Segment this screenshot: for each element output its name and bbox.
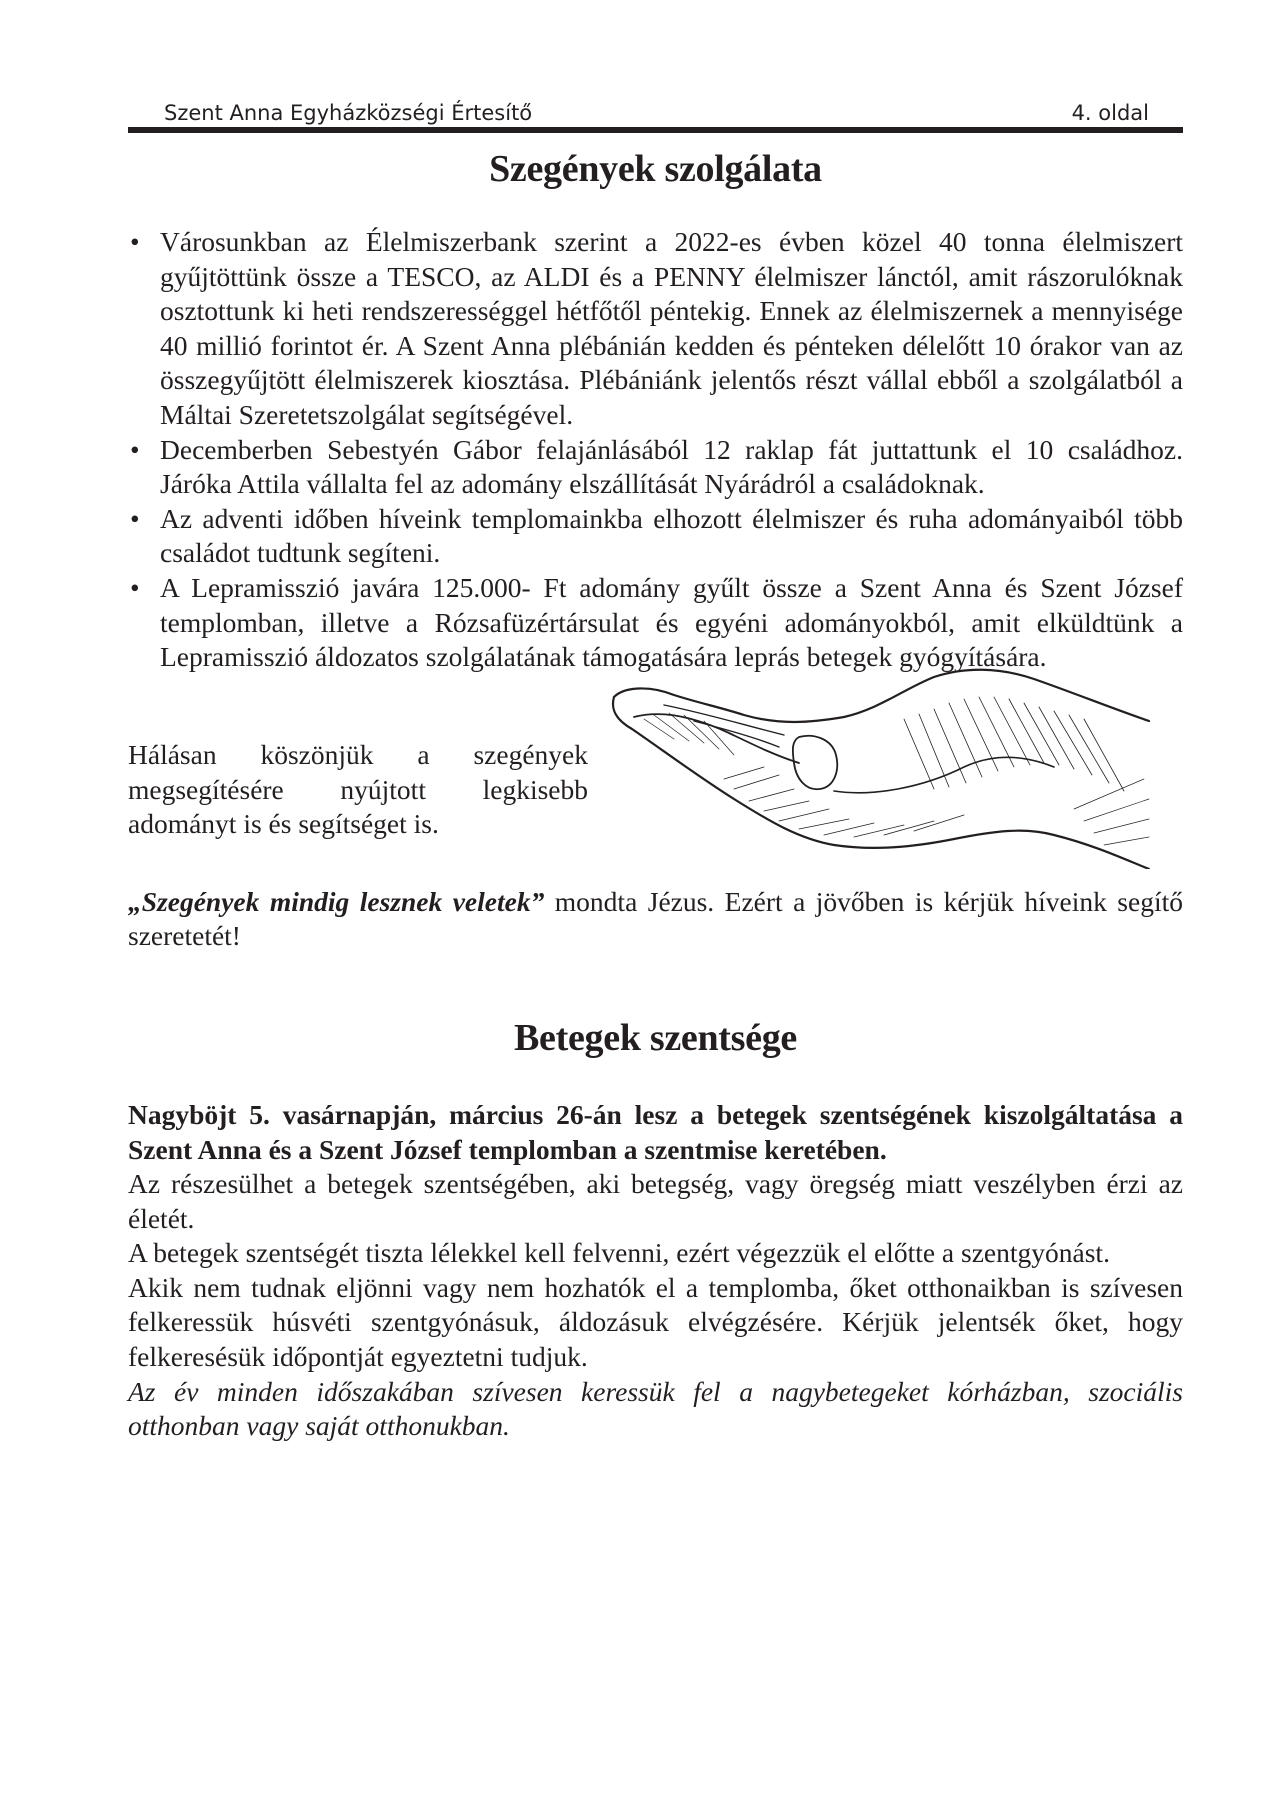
list-item bbox=[128, 502, 1183, 571]
list-item-text: Decemberben Sebestyén Gábor felajánlásából 12 raklap fát juttattunk el 10 családhoz. Járóka Attila vállalta fel az adomány elszállítását Nyárádról a családoknak. bbox=[160, 433, 1183, 500]
jesus-quote-paragraph bbox=[128, 885, 1183, 954]
newsletter-page bbox=[128, 96, 1183, 1444]
thanks-row bbox=[128, 675, 1183, 875]
closing-italic-paragraph: Az év minden időszakában szívesen keressük fel a nagybetegeket kórházban, szociális otthonban vagy saját otthonukban. bbox=[128, 1375, 1183, 1442]
section-title-sacrament: Betegek szentsége bbox=[514, 1016, 797, 1059]
paragraph-eligibility: Az részesülhet a betegek szentségében, aki betegség, vagy öregség miatt veszélyben érzi az életét. bbox=[128, 1168, 1183, 1234]
thanks-paragraph: Hálásan köszönjük a szegények megsegítésére nyújtott legkisebb adományt is és segítséget is. bbox=[128, 739, 588, 840]
header-rule bbox=[128, 127, 1183, 133]
bullet-list bbox=[128, 225, 1183, 675]
running-header bbox=[128, 96, 1183, 126]
quote-followup: mondta Jézus. Ezért a jövőben is kérjük híveink segítő szeretetét! bbox=[128, 885, 1183, 952]
list-item bbox=[128, 433, 1183, 502]
publication-title: Szent Anna Egyházközségi Értesítő bbox=[164, 101, 533, 125]
section-title-poor: Szegények szolgálata bbox=[489, 148, 822, 190]
open-hand-icon bbox=[604, 659, 1194, 869]
paragraph-confession: A betegek szentségét tiszta lélekkel kell felvenni, ezért végezzük el előtte a szentgyónást. bbox=[128, 1237, 1110, 1269]
list-item bbox=[128, 225, 1183, 433]
lead-announcement: Nagyböjt 5. vasárnapján, március 26-án lesz a betegek szentségének kiszolgáltatása a Szent Anna és a Szent József templomban a szentmise keretében. bbox=[128, 1098, 1183, 1165]
list-item-text: Az adventi időben híveink templomainkba elhozott élelmiszer és ruha adományaiból több családot tudtunk segíteni. bbox=[160, 502, 1183, 569]
bullet-icon: • bbox=[130, 433, 140, 465]
bullet-icon: • bbox=[130, 571, 140, 603]
list-item-text: A Lepramisszió javára 125.000- Ft adomány gyűlt össze a Szent Anna és Szent József templomban, illetve a Rózsafüzértársulat és egyéni adományokból, amit elküldtünk a Lepramisszió áldozatos szolgálatának támogatására leprás betegek gyógyítására. bbox=[160, 571, 1183, 673]
bullet-icon: • bbox=[130, 502, 140, 534]
sacrament-section bbox=[128, 1098, 1183, 1444]
paragraph-home-visits: Akik nem tudnak eljönni vagy nem hozhatók el a templomba, őket otthonaikban is szívesen felkeressük húsvéti szentgyónásuk, áldozásuk elvégzésére. Kérjük jelentsék őket, hogy felkeresésük időpontját egyeztetni tudjuk. bbox=[128, 1271, 1183, 1373]
bullet-icon: • bbox=[130, 226, 140, 257]
quote-text: „Szegények mindig lesznek veletek” bbox=[128, 885, 545, 917]
list-item-text: Városunkban az Élelmiszerbank szerint a 2022-es évben közel 40 tonna élelmiszert gyűjtöttünk össze a TESCO, az ALDI és a PENNY élelmiszer lánctól, amit rászorulóknak osztottunk ki heti rendszerességgel hétfőtől péntekig. Ennek az élelmiszernek a mennyisége 40 millió forintot ér. A Szent Anna plébánián kedden és pénteken délelőtt 10 órakor van az összegyűjtött élelmiszerek kiosztása. Plébániánk jelentős részt vállal ebből a szolgálatból a Máltai Szeretetszolgálat segítségével. bbox=[160, 226, 1183, 430]
page-number: 4. oldal bbox=[1071, 101, 1149, 125]
